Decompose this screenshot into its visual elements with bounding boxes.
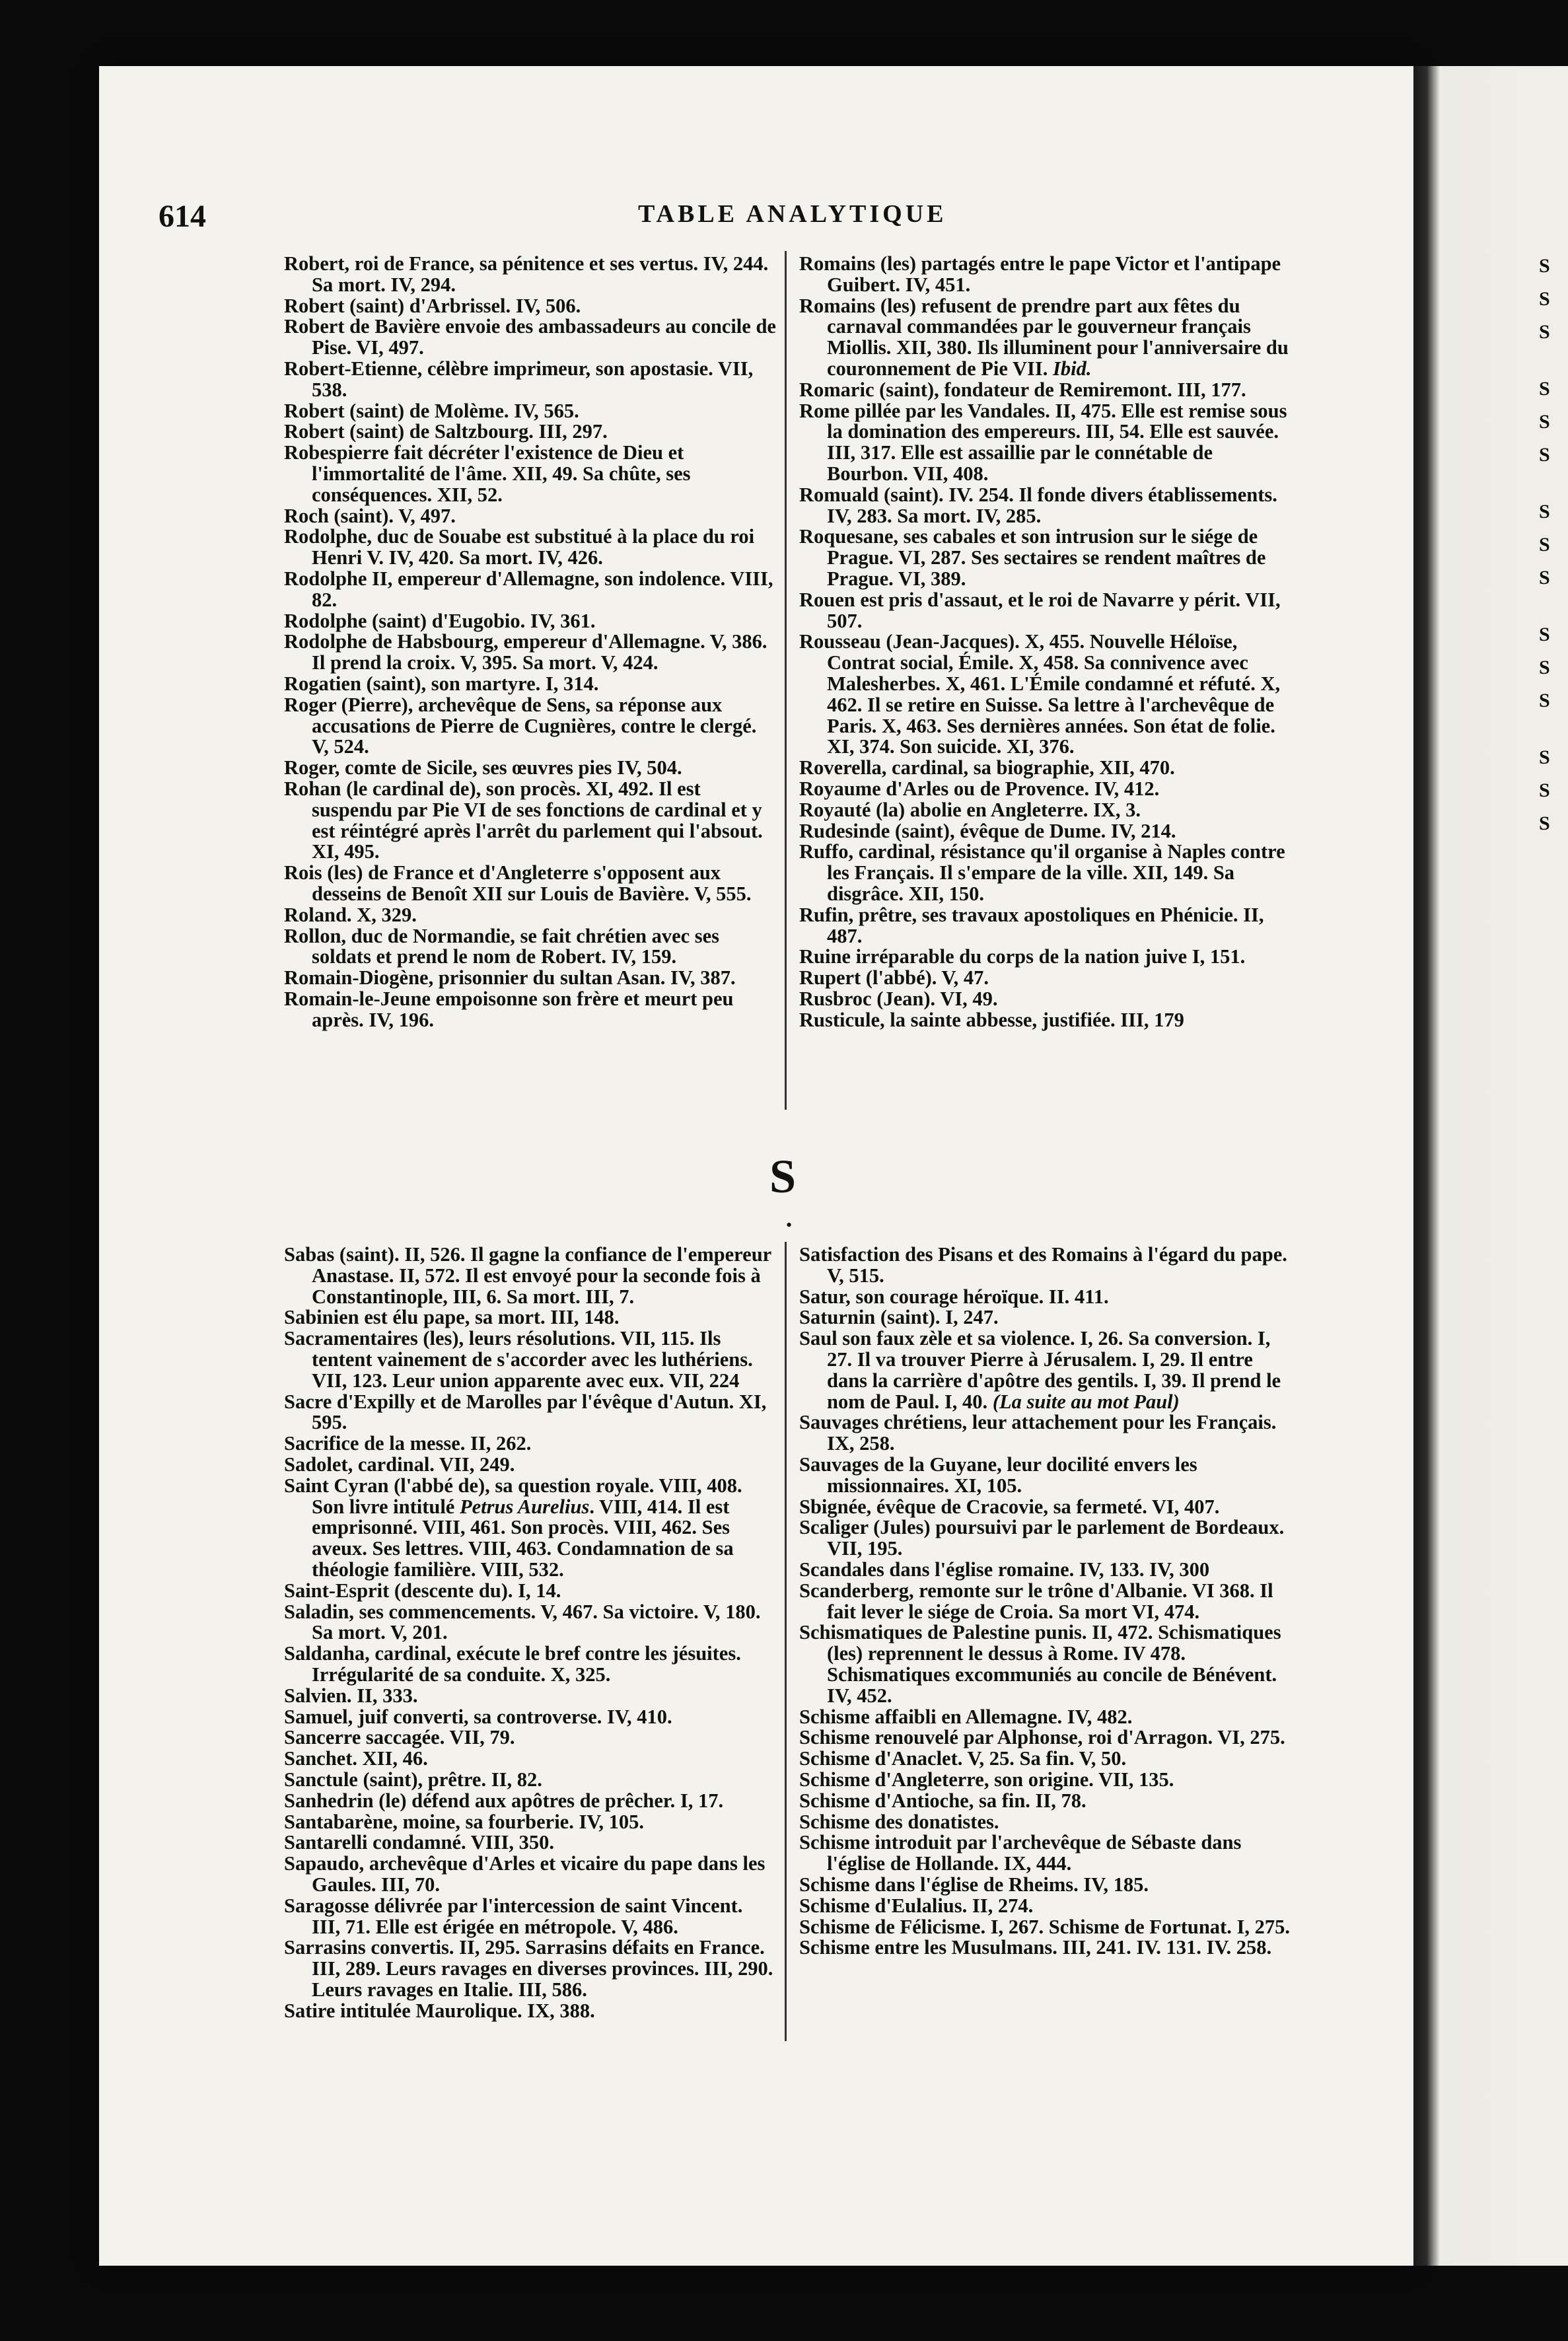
index-entry: Schisme affaibli en Allemagne. IV, 482. <box>799 1705 1133 1728</box>
index-entry: Sauvages chrétiens, leur attachement pour les Français. IX, 258. <box>799 1411 1277 1455</box>
edge-letter: S <box>1539 746 1550 768</box>
index-entry: Robert (saint) de Molème. IV, 565. <box>284 399 579 422</box>
index-entry: Schisme d'Eulalius. II, 274. <box>799 1894 1034 1917</box>
edge-letter: S <box>1539 812 1550 834</box>
index-entry: Robert, roi de France, sa pénitence et ses vertus. IV, 244. Sa mort. IV, 294. <box>284 252 769 296</box>
index-entry: Roch (saint). V, 497. <box>284 504 456 527</box>
index-column-s-right <box>799 1244 1291 1959</box>
index-entry: Sabinien est élu pape, sa mort. III, 148. <box>284 1306 620 1329</box>
index-entry: Schismatiques de Palestine punis. II, 472. Schismatiques (les) reprennent le dessus à Rome. IV 478. Schismatiques excommuniés au concile de Bénévent. IV, 452. <box>799 1621 1281 1707</box>
column-rule <box>785 251 787 1110</box>
index-entry: Romuald (saint). IV. 254. Il fonde divers établissements. IV, 283. Sa mort. IV, 285. <box>799 483 1277 527</box>
index-entry: Sabas (saint). II, 526. Il gagne la confiance de l'empereur Anastase. II, 572. Il est envoyé pour la seconde fois à Constantinople, III, 6. Sa mort. III, 7. <box>284 1243 771 1308</box>
index-entry: Romains (les) refusent de prendre part aux fêtes du carnaval commandées par le gouverneur français Miollis. XII, 380. Ils illuminent pour l'anniversaire du couronnement de Pie VII. Ibid. <box>799 294 1289 380</box>
index-entry: Satur, son courage héroïque. II. 411. <box>799 1285 1109 1308</box>
index-entry: Romains (les) partagés entre le pape Victor et l'antipape Guibert. IV, 451. <box>799 252 1281 296</box>
edge-letter: S <box>1539 690 1550 711</box>
index-entry: Sacre d'Expilly et de Marolles par l'évêque d'Autun. XI, 595. <box>284 1390 767 1434</box>
edge-letter: S <box>1539 534 1550 556</box>
index-entry: Schisme dans l'église de Rheims. IV, 185. <box>799 1873 1149 1896</box>
index-entry: Saul son faux zèle et sa violence. I, 26. Sa conversion. I, 27. Il va trouver Pierre à Jérusalem. I, 29. Il entre dans la carrière d'apôtre des gentils. I, 39. Il prend le nom de Paul. I, 40. (La suite au mot Paul) <box>799 1327 1281 1413</box>
index-entry: Roger, comte de Sicile, ses œuvres pies IV, 504. <box>284 756 682 779</box>
index-entry: Saldanha, cardinal, exécute le bref contre les jésuites. Irrégularité de sa conduite. X, 325. <box>284 1642 741 1686</box>
index-entry: Schisme de Félicisme. I, 267. Schisme de Fortunat. I, 275. <box>799 1915 1290 1938</box>
index-entry: Schisme entre les Musulmans. III, 241. IV. 131. IV. 258. <box>799 1936 1272 1959</box>
index-entry: Romaric (saint), fondateur de Remiremont. III, 177. <box>799 378 1246 401</box>
index-entry: Satisfaction des Pisans et des Romains à l'égard du pape. V, 515. <box>799 1243 1287 1287</box>
index-entry: Rodolphe (saint) d'Eugobio. IV, 361. <box>284 609 596 632</box>
index-entry: Sanchet. XII, 46. <box>284 1747 428 1770</box>
index-entry: Saragosse délivrée par l'intercession de saint Vincent. III, 71. Elle est érigée en métropole. V, 486. <box>284 1894 743 1938</box>
edge-letter: S <box>1539 255 1550 277</box>
section-letter: S <box>769 1150 797 1203</box>
index-entry: Santabarène, moine, sa fourberie. IV, 105. <box>284 1810 645 1833</box>
index-entry: Scaliger (Jules) poursuivi par le parlement de Bordeaux. VII, 195. <box>799 1516 1285 1560</box>
index-column-r-right <box>799 254 1291 1030</box>
index-entry: Rouen est pris d'assaut, et le roi de Navarre y périt. VII, 507. <box>799 588 1281 632</box>
ornament: • <box>786 1215 793 1235</box>
index-entry: Ruine irréparable du corps de la nation juive I, 151. <box>799 945 1246 968</box>
index-entry: Rupert (l'abbé). V, 47. <box>799 966 989 990</box>
edge-letter: S <box>1539 779 1550 801</box>
index-entry: Sanhedrin (le) défend aux apôtres de prêcher. I, 17. <box>284 1789 724 1812</box>
index-entry: Scandales dans l'église romaine. IV, 133. IV, 300 <box>799 1558 1210 1581</box>
index-entry: Santarelli condamné. VIII, 350. <box>284 1831 554 1854</box>
index-entry: Royaume d'Arles ou de Provence. IV, 412. <box>799 777 1160 800</box>
index-entry: Ruffo, cardinal, résistance qu'il organise à Naples contre les Français. Il s'empare de la ville. XII, 149. Sa disgrâce. XII, 150. <box>799 840 1285 905</box>
index-entry: Rodolphe de Habsbourg, empereur d'Allemagne. V, 386. Il prend la croix. V, 395. Sa mort. V, 424. <box>284 630 767 674</box>
index-entry: Robert (saint) d'Arbrissel. IV, 506. <box>284 294 581 317</box>
index-entry: Roland. X, 329. <box>284 903 417 926</box>
index-entry: Scanderberg, remonte sur le trône d'Albanie. VI 368. Il fait lever le siége de Croia. Sa mort VI, 474. <box>799 1579 1273 1623</box>
edge-letter: S <box>1539 657 1550 678</box>
index-entry: Schisme renouvelé par Alphonse, roi d'Arragon. VI, 275. <box>799 1726 1285 1749</box>
index-entry: Saladin, ses commencements. V, 467. Sa victoire. V, 180. Sa mort. V, 201. <box>284 1600 761 1644</box>
index-entry: Sanctule (saint), prêtre. II, 82. <box>284 1768 542 1791</box>
index-entry: Schisme d'Anaclet. V, 25. Sa fin. V, 50. <box>799 1747 1127 1770</box>
index-entry: Sacrifice de la messe. II, 262. <box>284 1432 532 1455</box>
index-entry: Roquesane, ses cabales et son intrusion sur le siége de Prague. VI, 287. Ses sectaires se rendent maîtres de Prague. VI, 389. <box>799 525 1266 590</box>
index-entry: Rois (les) de France et d'Angleterre s'opposent aux desseins de Benoît XII sur Louis de Bavière. V, 555. <box>284 861 752 905</box>
index-entry: Rollon, duc de Normandie, se fait chrétien avec ses soldats et prend le nom de Robert. IV, 159. <box>284 924 720 968</box>
index-entry: Sarrasins convertis. II, 295. Sarrasins défaits en France. III, 289. Leurs ravages en diverses provinces. III, 290. Leurs ravages en Italie. III, 586. <box>284 1936 773 2001</box>
index-entry: Saint Cyran (l'abbé de), sa question royale. VIII, 408. Son livre intitulé Petrus Aurelius. VIII, 414. Il est emprisonné. VIII, 461. Son procès. VIII, 462. Ses aveux. Ses lettres. VIII, 463. Condamnation de sa théologie familière. VIII, 532. <box>284 1474 742 1581</box>
index-column-r-left <box>284 254 776 1030</box>
page-number: 614 <box>159 199 206 234</box>
index-entry: Rohan (le cardinal de), son procès. XI, 492. Il est suspendu par Pie VI de ses fonctions de cardinal et y est réintégré après l'arrêt du parlement qui l'absout. XI, 495. <box>284 777 763 863</box>
edge-letter: S <box>1539 501 1550 522</box>
edge-letter: S <box>1539 288 1550 310</box>
index-entry: Schisme des donatistes. <box>799 1810 999 1833</box>
edge-letter: S <box>1539 567 1550 589</box>
facing-page-letters <box>1539 251 1550 865</box>
index-entry: Rousseau (Jean-Jacques). X, 455. Nouvelle Héloïse, Contrat social, Émile. X, 458. Sa connivence avec Malesherbes. X, 461. L'Émile condamné et réfuté. X, 462. Il se retire en Suisse. Sa lettre à l'archevêque de Paris. X, 463. Ses dernières années. Son état de folie. XI, 374. Son suicide. XI, 376. <box>799 630 1281 758</box>
index-entry: Roger (Pierre), archevêque de Sens, sa réponse aux accusations de Pierre de Cugnières, contre le clergé. V, 524. <box>284 693 757 758</box>
index-entry: Sancerre saccagée. VII, 79. <box>284 1726 515 1749</box>
index-entry: Salvien. II, 333. <box>284 1684 418 1707</box>
edge-letter: S <box>1539 378 1550 400</box>
index-entry: Schisme d'Antioche, sa fin. II, 78. <box>799 1789 1087 1812</box>
index-entry: Sadolet, cardinal. VII, 249. <box>284 1453 515 1476</box>
index-entry: Sapaudo, archevêque d'Arles et vicaire du pape dans les Gaules. III, 70. <box>284 1852 766 1896</box>
edge-letter: S <box>1539 444 1550 466</box>
index-entry: Robespierre fait décréter l'existence de Dieu et l'immortalité de l'âme. XII, 49. Sa chûte, ses conséquences. XII, 52. <box>284 441 691 506</box>
index-entry: Rodolphe, duc de Souabe est substitué à la place du roi Henri V. IV, 420. Sa mort. IV, 426. <box>284 525 755 569</box>
index-entry: Rudesinde (saint), évêque de Dume. IV, 214. <box>799 819 1176 842</box>
edge-letter: S <box>1539 411 1550 433</box>
index-column-s-left <box>284 1244 776 2021</box>
index-entry: Schisme introduit par l'archevêque de Sébaste dans l'église de Hollande. IX, 444. <box>799 1831 1242 1875</box>
index-entry: Romain-Diogène, prisonnier du sultan Asan. IV, 387. <box>284 966 736 990</box>
index-entry: Robert (saint) de Saltzbourg. III, 297. <box>284 420 608 443</box>
index-entry: Saturnin (saint). I, 247. <box>799 1306 999 1329</box>
index-entry: Samuel, juif converti, sa controverse. IV, 410. <box>284 1705 672 1728</box>
index-entry: Robert-Etienne, célèbre imprimeur, son apostasie. VII, 538. <box>284 357 754 401</box>
index-entry: Schisme d'Angleterre, son origine. VII, 135. <box>799 1768 1174 1791</box>
index-entry: Royauté (la) abolie en Angleterre. IX, 3. <box>799 798 1141 821</box>
index-entry: Sbignée, évêque de Cracovie, sa fermeté. VI, 407. <box>799 1495 1220 1518</box>
index-entry: Rodolphe II, empereur d'Allemagne, son indolence. VIII, 82. <box>284 567 773 611</box>
running-head: TABLE ANALYTIQUE <box>638 200 947 228</box>
column-rule <box>785 1242 787 2041</box>
index-entry: Satire intitulée Maurolique. IX, 388. <box>284 1999 595 2022</box>
index-entry: Rusbroc (Jean). VI, 49. <box>799 987 998 1010</box>
index-entry: Romain-le-Jeune empoisonne son frère et meurt peu après. IV, 196. <box>284 987 734 1031</box>
index-entry: Rusticule, la sainte abbesse, justifiée. III, 179 <box>799 1008 1184 1031</box>
index-entry: Rufin, prêtre, ses travaux apostoliques en Phénicie. II, 487. <box>799 903 1264 947</box>
index-entry: Sacramentaires (les), leurs résolutions. VII, 115. Ils tentent vainement de s'accorder avec les luthériens. VII, 123. Leur union apparente avec eux. VII, 224 <box>284 1327 753 1392</box>
index-entry: Sauvages de la Guyane, leur docilité envers les missionnaires. XI, 105. <box>799 1453 1197 1497</box>
edge-letter: S <box>1539 321 1550 343</box>
index-entry: Rome pillée par les Vandales. II, 475. Elle est remise sous la domination des empereurs. III, 54. Elle est sauvée. III, 317. Elle est assaillie par le connétable de Bourbon. VII, 408. <box>799 399 1287 485</box>
index-entry: Roverella, cardinal, sa biographie, XII, 470. <box>799 756 1175 779</box>
index-entry: Saint-Esprit (descente du). I, 14. <box>284 1579 561 1602</box>
index-entry: Rogatien (saint), son martyre. I, 314. <box>284 672 599 695</box>
index-entry: Robert de Bavière envoie des ambassadeurs au concile de Pise. VI, 497. <box>284 315 776 359</box>
edge-letter: S <box>1539 624 1550 645</box>
